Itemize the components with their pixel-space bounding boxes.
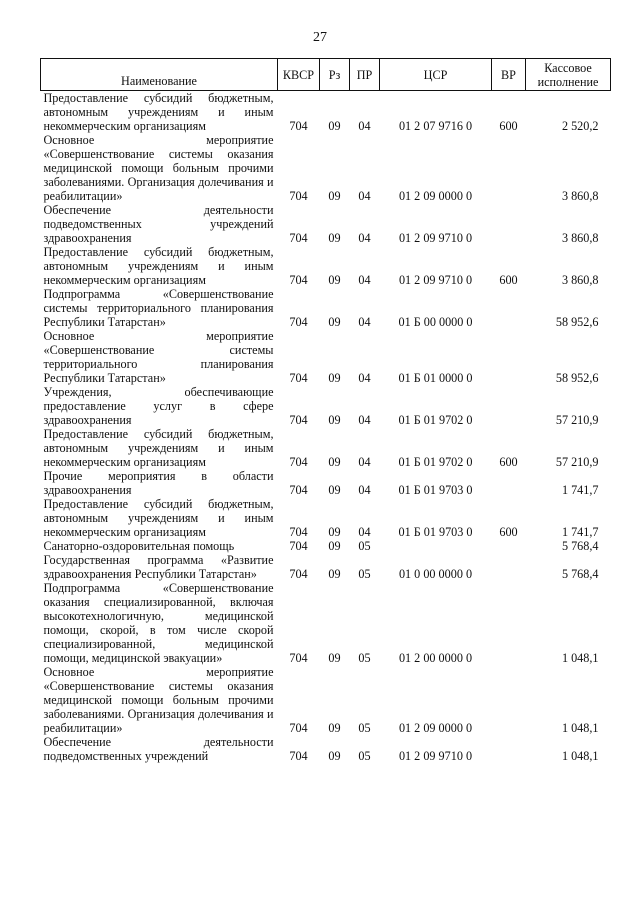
row-rz: 09 <box>328 413 341 427</box>
row-execution-amount: 3 860,8 <box>561 273 599 287</box>
row-kvsr: 704 <box>289 413 308 427</box>
header-vr: ВР <box>492 59 526 91</box>
row-pr: 04 <box>358 273 371 287</box>
table-row <box>41 385 611 427</box>
row-pr: 04 <box>358 189 371 203</box>
row-rz: 09 <box>328 231 341 245</box>
row-vr <box>492 203 526 245</box>
table-row <box>41 497 611 539</box>
row-rz: 09 <box>328 455 341 469</box>
row-execution-amount: 5 768,4 <box>561 567 599 581</box>
row-csr: 01 2 09 9710 0 <box>398 749 473 763</box>
row-pr: 04 <box>358 231 371 245</box>
row-kvsr: 704 <box>289 539 308 553</box>
row-name: Обеспечение деятельности подведомственных учреждений здравоохранения <box>43 203 274 245</box>
row-pr: 04 <box>358 315 371 329</box>
table-row <box>41 539 611 553</box>
row-name: Подпрограмма «Совершенствование системы территориального планирования Республики Татарстан» <box>43 287 274 329</box>
row-execution-amount: 57 210,9 <box>555 455 599 469</box>
row-pr: 04 <box>358 413 371 427</box>
row-csr: 01 Б 01 9703 0 <box>398 483 473 497</box>
row-kvsr: 704 <box>289 231 308 245</box>
row-pr: 05 <box>358 651 371 665</box>
row-vr: 600 <box>499 455 518 469</box>
table-row <box>41 665 611 735</box>
row-name: Подпрограмма «Совершенствование оказания специализированной, включая высокотехнологичную, медицинской помощи, скорой, в том числе скорой специализированной, медицинской помощи, медицинской эвакуации» <box>43 581 274 665</box>
row-rz: 09 <box>328 189 341 203</box>
header-name: Наименование <box>41 59 278 91</box>
row-name: Предоставление субсидий бюджетным, автономным учреждениям и иным некоммерческим организациям <box>43 427 274 469</box>
row-execution-amount: 3 860,8 <box>561 189 599 203</box>
row-kvsr: 704 <box>289 749 308 763</box>
row-pr: 04 <box>358 371 371 385</box>
header-execution: Кассовое исполнение <box>526 59 611 91</box>
row-name: Предоставление субсидий бюджетным, автономным учреждениям и иным некоммерческим организациям <box>43 245 274 287</box>
row-vr <box>492 133 526 203</box>
table-row <box>41 91 611 134</box>
row-rz: 09 <box>328 749 341 763</box>
row-name: Предоставление субсидий бюджетным, автономным учреждениям и иным некоммерческим организациям <box>43 497 274 539</box>
table-row <box>41 427 611 469</box>
row-vr: 600 <box>499 525 518 539</box>
header-rz: Рз <box>320 59 350 91</box>
row-execution-amount: 5 768,4 <box>561 539 599 553</box>
row-vr <box>492 287 526 329</box>
row-csr: 01 Б 00 0000 0 <box>398 315 473 329</box>
row-execution-amount: 57 210,9 <box>555 413 599 427</box>
row-rz: 09 <box>328 721 341 735</box>
row-kvsr: 704 <box>289 721 308 735</box>
row-csr: 01 Б 01 9703 0 <box>398 525 473 539</box>
row-pr: 04 <box>358 455 371 469</box>
row-pr: 04 <box>358 525 371 539</box>
row-name: Основное мероприятие «Совершенствование системы оказания медицинской помощи больным прочими заболеваниями. Организация долечивания и реабилитации» <box>43 665 274 735</box>
table-header-row <box>41 59 611 91</box>
row-rz: 09 <box>328 371 341 385</box>
row-vr <box>492 665 526 735</box>
row-kvsr: 704 <box>289 371 308 385</box>
row-execution-amount: 1 048,1 <box>561 651 599 665</box>
row-execution-amount: 3 860,8 <box>561 231 599 245</box>
row-pr: 05 <box>358 749 371 763</box>
row-pr: 05 <box>358 567 371 581</box>
row-rz: 09 <box>328 315 341 329</box>
row-name: Санаторно-оздоровительная помощь <box>43 539 235 553</box>
row-rz: 09 <box>328 525 341 539</box>
row-pr: 05 <box>358 721 371 735</box>
row-csr: 01 2 09 0000 0 <box>398 189 473 203</box>
row-rz: 09 <box>328 273 341 287</box>
row-name: Основное мероприятие «Совершенствование системы территориального планирования Республики Татарстан» <box>43 329 274 385</box>
row-csr: 01 Б 01 0000 0 <box>398 371 473 385</box>
row-vr <box>492 469 526 497</box>
row-pr: 05 <box>358 539 371 553</box>
row-execution-amount: 1 741,7 <box>561 525 599 539</box>
row-csr: 01 Б 01 9702 0 <box>398 413 473 427</box>
header-kvsr: КВСР <box>278 59 320 91</box>
header-pr: ПР <box>350 59 380 91</box>
row-kvsr: 704 <box>289 119 308 133</box>
row-pr: 04 <box>358 483 371 497</box>
table-row <box>41 469 611 497</box>
row-execution-amount: 1 741,7 <box>561 483 599 497</box>
row-pr: 04 <box>358 119 371 133</box>
row-csr: 01 2 00 0000 0 <box>398 651 473 665</box>
table-row <box>41 553 611 581</box>
row-csr: 01 2 09 9710 0 <box>398 231 473 245</box>
page-number: 27 <box>313 30 327 45</box>
row-csr: 01 2 07 9716 0 <box>398 119 473 133</box>
header-csr: ЦСР <box>380 59 492 91</box>
row-rz: 09 <box>328 567 341 581</box>
table-row <box>41 329 611 385</box>
table-row <box>41 581 611 665</box>
row-vr <box>492 553 526 581</box>
row-kvsr: 704 <box>289 273 308 287</box>
table-row <box>41 133 611 203</box>
row-vr <box>492 735 526 763</box>
row-kvsr: 704 <box>289 525 308 539</box>
row-name: Основное мероприятие «Совершенствование системы оказания медицинской помощи больным прочими заболеваниями. Организация долечивания и реабилитации» <box>43 133 274 203</box>
row-kvsr: 704 <box>289 567 308 581</box>
row-vr: 600 <box>499 273 518 287</box>
table-row <box>41 203 611 245</box>
row-execution-amount: 2 520,2 <box>561 119 599 133</box>
row-vr <box>492 581 526 665</box>
row-kvsr: 704 <box>289 483 308 497</box>
table-row <box>41 735 611 763</box>
row-kvsr: 704 <box>289 455 308 469</box>
row-vr <box>492 385 526 427</box>
row-kvsr: 704 <box>289 315 308 329</box>
row-name: Предоставление субсидий бюджетным, автономным учреждениям и иным некоммерческим организациям <box>43 91 274 133</box>
row-csr: 01 2 09 9710 0 <box>398 273 473 287</box>
row-rz: 09 <box>328 119 341 133</box>
row-name: Учреждения, обеспечивающие предоставление услуг в сфере здравоохранения <box>43 385 274 427</box>
row-rz: 09 <box>328 483 341 497</box>
row-execution-amount: 1 048,1 <box>561 749 599 763</box>
row-csr: 01 0 00 0000 0 <box>398 567 473 581</box>
table-row <box>41 245 611 287</box>
table-row <box>41 287 611 329</box>
row-kvsr: 704 <box>289 651 308 665</box>
row-name: Обеспечение деятельности подведомственных учреждений <box>43 735 274 763</box>
row-vr: 600 <box>499 119 518 133</box>
row-csr <box>380 539 492 553</box>
row-rz: 09 <box>328 539 341 553</box>
row-name: Прочие мероприятия в области здравоохранения <box>43 469 274 497</box>
row-csr: 01 Б 01 9702 0 <box>398 455 473 469</box>
row-csr: 01 2 09 0000 0 <box>398 721 473 735</box>
row-name: Государственная программа «Развитие здравоохранения Республики Татарстан» <box>43 553 274 581</box>
row-execution-amount: 1 048,1 <box>561 721 599 735</box>
row-vr <box>492 539 526 553</box>
budget-execution-table <box>40 58 611 763</box>
row-execution-amount: 58 952,6 <box>555 371 599 385</box>
row-vr <box>492 329 526 385</box>
row-kvsr: 704 <box>289 189 308 203</box>
row-rz: 09 <box>328 651 341 665</box>
row-execution-amount: 58 952,6 <box>555 315 599 329</box>
